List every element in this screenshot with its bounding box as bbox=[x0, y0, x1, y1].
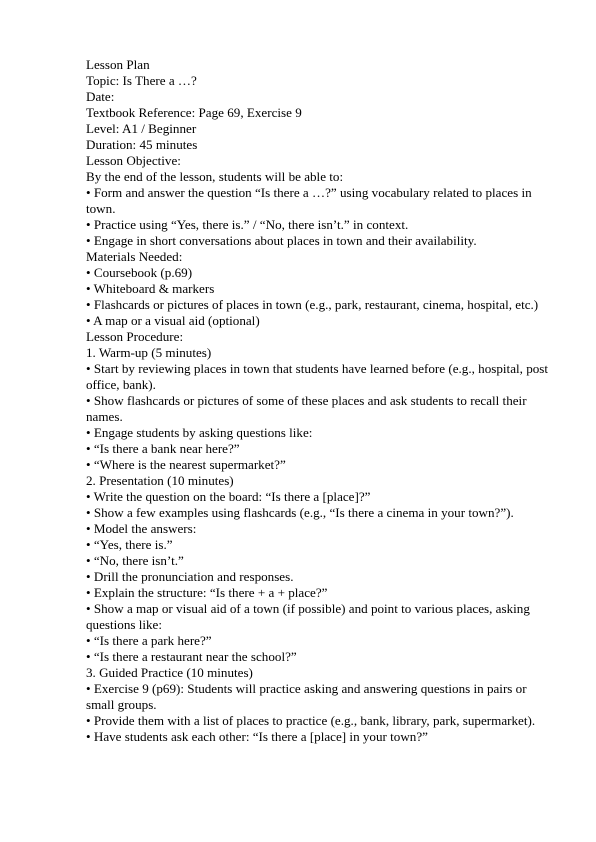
doc-textbook-reference: Textbook Reference: Page 69, Exercise 9 bbox=[86, 105, 302, 120]
presentation-item: • Show a map or visual aid of a town (if possible) and point to various places, asking questions like: bbox=[86, 601, 530, 632]
presentation-item: • “Is there a restaurant near the school?” bbox=[86, 649, 297, 664]
objective-item: • Practice using “Yes, there is.” / “No, there isn’t.” in context. bbox=[86, 217, 409, 232]
guided-heading: 3. Guided Practice (10 minutes) bbox=[86, 665, 253, 680]
warmup-item: • Show flashcards or pictures of some of these places and ask students to recall their names. bbox=[86, 393, 527, 424]
warmup-item: • Start by reviewing places in town that students have learned before (e.g., hospital, post office, bank). bbox=[86, 361, 549, 392]
guided-item: • Exercise 9 (p69): Students will practice asking and answering questions in pairs or small groups. bbox=[86, 681, 527, 712]
presentation-item: • Drill the pronunciation and responses. bbox=[86, 569, 294, 584]
materials-heading: Materials Needed: bbox=[86, 249, 183, 264]
materials-item: • Coursebook (p.69) bbox=[86, 265, 193, 280]
guided-item: • Provide them with a list of places to practice (e.g., bank, library, park, supermarket). bbox=[86, 713, 536, 728]
doc-title: Lesson Plan bbox=[86, 57, 150, 72]
warmup-item: • “Where is the nearest supermarket?” bbox=[86, 457, 286, 472]
guided-item: • Have students ask each other: “Is there a [place] in your town?” bbox=[86, 729, 428, 744]
objective-heading: Lesson Objective: bbox=[86, 153, 181, 168]
materials-item: • A map or a visual aid (optional) bbox=[86, 313, 260, 328]
warmup-item: • “Is there a bank near here?” bbox=[86, 441, 240, 456]
presentation-item: • Show a few examples using flashcards (e.g., “Is there a cinema in your town?”). bbox=[86, 505, 514, 520]
doc-level: Level: A1 / Beginner bbox=[86, 121, 197, 136]
doc-date: Date: bbox=[86, 89, 115, 104]
presentation-item: • Write the question on the board: “Is there a [place]?” bbox=[86, 489, 371, 504]
materials-item: • Whiteboard & markers bbox=[86, 281, 215, 296]
presentation-item: • Model the answers: bbox=[86, 521, 197, 536]
presentation-item: • “Yes, there is.” bbox=[86, 537, 173, 552]
objective-intro: By the end of the lesson, students will be able to: bbox=[86, 169, 344, 184]
objective-item: • Form and answer the question “Is there a …?” using vocabulary related to places in town. bbox=[86, 185, 532, 216]
warmup-heading: 1. Warm-up (5 minutes) bbox=[86, 345, 212, 360]
presentation-item: • Explain the structure: “Is there + a + place?” bbox=[86, 585, 328, 600]
doc-topic: Topic: Is There a …? bbox=[86, 73, 197, 88]
presentation-item: • “Is there a park here?” bbox=[86, 633, 212, 648]
presentation-item: • “No, there isn’t.” bbox=[86, 553, 184, 568]
objective-item: • Engage in short conversations about places in town and their availability. bbox=[86, 233, 477, 248]
warmup-item: • Engage students by asking questions like: bbox=[86, 425, 313, 440]
materials-item: • Flashcards or pictures of places in town (e.g., park, restaurant, cinema, hospital, etc.) bbox=[86, 297, 539, 312]
document-page bbox=[86, 57, 556, 745]
procedure-heading: Lesson Procedure: bbox=[86, 329, 184, 344]
presentation-heading: 2. Presentation (10 minutes) bbox=[86, 473, 234, 488]
doc-duration: Duration: 45 minutes bbox=[86, 137, 198, 152]
